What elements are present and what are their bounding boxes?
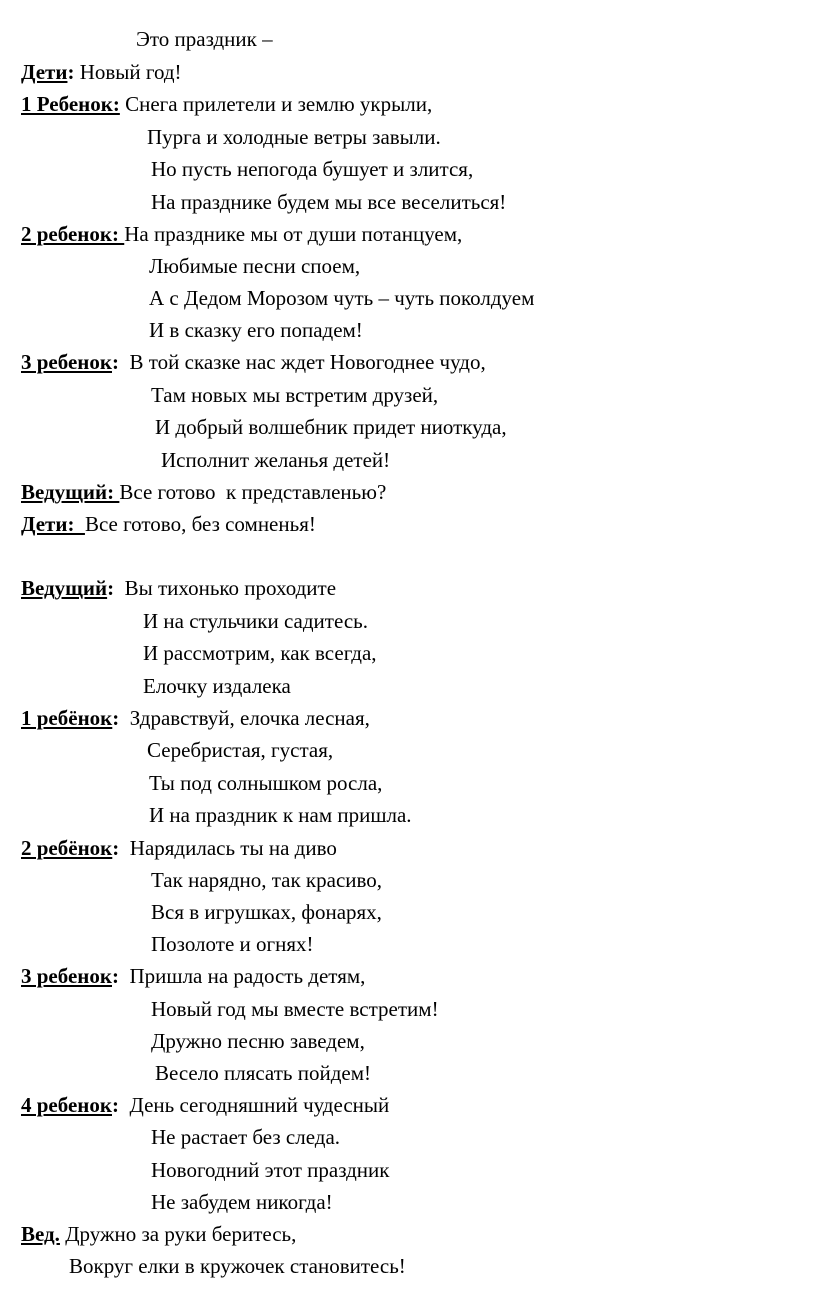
line-text: Так нарядно, так красиво, bbox=[151, 868, 383, 892]
line-text: И на стульчики садитесь. bbox=[143, 609, 368, 633]
line-text: Любимые песни споем, bbox=[149, 254, 361, 278]
line-text: Новый год! bbox=[74, 60, 182, 84]
line-text: А с Дедом Морозом чуть – чуть поколдуем bbox=[149, 286, 535, 310]
line-text: Не растает без следа. bbox=[151, 1125, 341, 1149]
line-text: Вокруг елки в кружочек становитесь! bbox=[69, 1254, 406, 1278]
speaker-label: 1 Ребенок: bbox=[21, 92, 120, 116]
speaker-label: 2 ребенок: bbox=[21, 222, 125, 246]
line-text: Это праздник – bbox=[136, 27, 273, 51]
speaker-label: Дети bbox=[21, 60, 68, 84]
line-text: Позолоте и огнях! bbox=[151, 932, 314, 956]
speaker-label: Ведущий bbox=[21, 576, 108, 600]
text-line bbox=[48, 1230, 406, 1302]
line-text: Не забудем никогда! bbox=[151, 1190, 333, 1214]
line-text: И добрый волшебник придет ниоткуда, bbox=[155, 415, 507, 439]
speaker-separator: : bbox=[112, 1093, 119, 1117]
line-text: В той сказке нас ждет Новогоднее чудо, bbox=[119, 350, 486, 374]
line-text: На празднике мы от души потанцуем, bbox=[124, 222, 463, 246]
line-text: Вы тихонько проходите bbox=[114, 576, 337, 600]
line-text: И в сказку его попадем! bbox=[149, 318, 363, 342]
speaker-separator: : bbox=[112, 350, 119, 374]
speaker-label: 2 ребёнок bbox=[21, 836, 113, 860]
speaker-separator: : bbox=[112, 836, 120, 860]
speaker-label: 4 ребенок bbox=[21, 1093, 112, 1117]
line-text: Исполнит желанья детей! bbox=[161, 448, 391, 472]
line-text: Вся в игрушках, фонарях, bbox=[151, 900, 382, 924]
line-text: Елочку издалека bbox=[143, 674, 291, 698]
speaker-separator: : bbox=[112, 706, 120, 730]
line-text: Ты под солнышком росла, bbox=[149, 771, 383, 795]
speaker-separator: : bbox=[107, 576, 115, 600]
line-text: Все готово, без сомненья! bbox=[84, 512, 316, 536]
line-text: И рассмотрим, как всегда, bbox=[143, 641, 377, 665]
speaker-label: Ведущий: bbox=[21, 480, 120, 504]
speaker-separator: : bbox=[112, 964, 119, 988]
speaker-separator: : bbox=[67, 60, 75, 84]
line-text: Новый год мы вместе встретим! bbox=[151, 997, 439, 1021]
speaker-label: Дети: bbox=[21, 512, 85, 536]
line-text: И на праздник к нам пришла. bbox=[149, 803, 412, 827]
speaker-label: Вед. bbox=[21, 1222, 60, 1246]
line-text: Весело плясать пойдем! bbox=[155, 1061, 371, 1085]
line-text: Здравствуй, елочка лесная, bbox=[119, 706, 370, 730]
line-text: Там новых мы встретим друзей, bbox=[151, 383, 439, 407]
line-text: Серебристая, густая, bbox=[147, 738, 334, 762]
line-text: Новогодний этот праздник bbox=[151, 1158, 390, 1182]
line-text: Все готово к представленью? bbox=[119, 480, 387, 504]
line-text: Снега прилетели и землю укрыли, bbox=[119, 92, 433, 116]
line-text: День сегодняшний чудесный bbox=[119, 1093, 390, 1117]
line-text: На празднике будем мы все веселиться! bbox=[151, 190, 507, 214]
line-text: Нарядилась ты на диво bbox=[119, 836, 337, 860]
line-text: Дружно за руки беритесь, bbox=[59, 1222, 297, 1246]
line-text: Но пусть непогода бушует и злится, bbox=[151, 157, 474, 181]
line-text: Дружно песню заведем, bbox=[151, 1029, 365, 1053]
speaker-label: 1 ребёнок bbox=[21, 706, 113, 730]
speaker-label: 3 ребенок bbox=[21, 964, 112, 988]
line-text: Пурга и холодные ветры завыли. bbox=[147, 125, 441, 149]
speaker-label: 3 ребенок bbox=[21, 350, 112, 374]
line-text: Пришла на радость детям, bbox=[119, 964, 366, 988]
text-line bbox=[0, 488, 316, 560]
